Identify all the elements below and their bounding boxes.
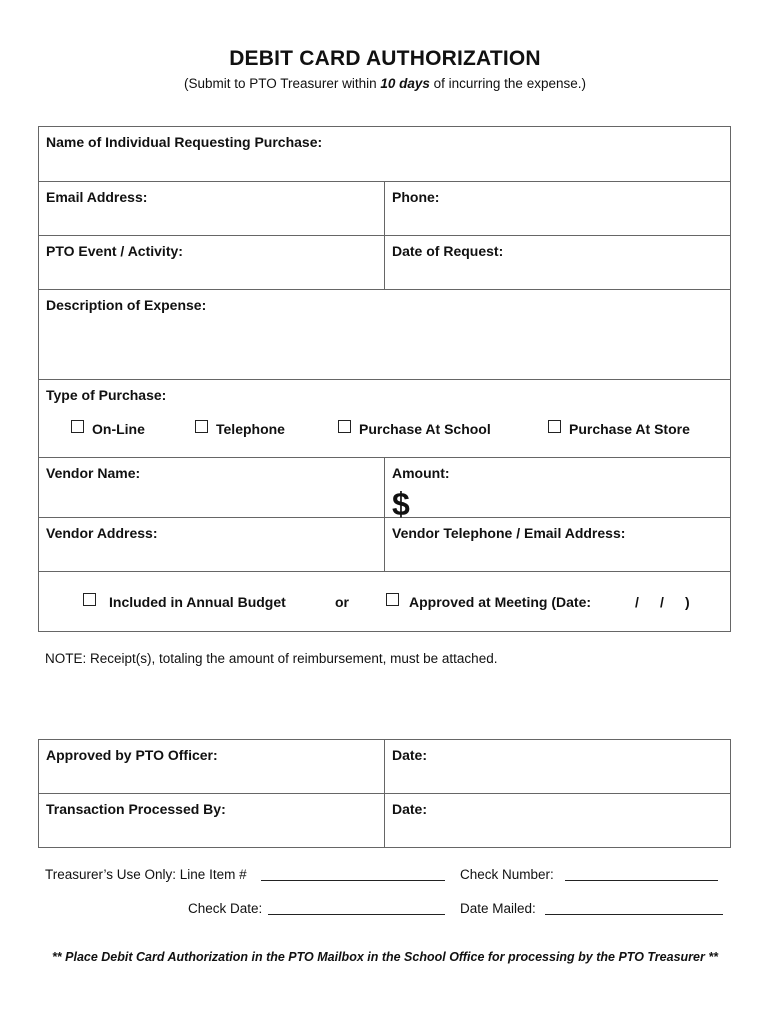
officer-date-label: Date:	[392, 747, 428, 763]
requester-name-label: Name of Individual Requesting Purchase:	[46, 134, 323, 150]
description-label: Description of Expense:	[46, 297, 207, 313]
approval-source-section	[39, 572, 730, 631]
email-label: Email Address:	[46, 189, 148, 205]
row-approval-source	[39, 572, 730, 631]
officer-date-field[interactable]	[385, 740, 730, 793]
budget-option[interactable]	[83, 594, 286, 610]
amount-field[interactable]	[385, 458, 730, 522]
processed-by-label: Transaction Processed By:	[46, 801, 226, 817]
vendor-address-field[interactable]	[39, 518, 385, 571]
check-date-blank[interactable]	[268, 914, 445, 915]
date-request-field[interactable]	[385, 236, 730, 289]
line-item-blank[interactable]	[261, 880, 445, 881]
meeting-option[interactable]	[386, 594, 591, 610]
online-option[interactable]	[71, 421, 145, 437]
budget-label: Included in Annual Budget	[109, 594, 286, 610]
row-transaction	[39, 794, 730, 847]
request-form	[38, 126, 731, 632]
budget-checkbox[interactable]	[83, 593, 96, 606]
school-checkbox[interactable]	[338, 420, 351, 433]
vendor-address-label: Vendor Address:	[46, 525, 158, 541]
vendor-name-field[interactable]	[39, 458, 385, 517]
date-mailed-label: Date Mailed:	[460, 901, 536, 916]
purchase-type-section	[39, 380, 730, 457]
email-field[interactable]	[39, 182, 385, 235]
row-event	[39, 236, 730, 290]
processed-date-field[interactable]	[385, 794, 730, 847]
school-label: Purchase At School	[359, 421, 491, 437]
purchase-type-label: Type of Purchase:	[46, 387, 167, 403]
row-requester-name	[39, 127, 730, 182]
submission-instructions: ** Place Debit Card Authorization in the PTO Mailbox in the School Office for processing by the PTO Treasurer **	[51, 950, 719, 964]
meeting-checkbox[interactable]	[386, 593, 399, 606]
treasurer-line-item-label: Treasurer’s Use Only: Line Item #	[45, 867, 247, 882]
event-field[interactable]	[39, 236, 385, 289]
row-officer-approval	[39, 740, 730, 794]
vendor-contact-label: Vendor Telephone / Email Address:	[392, 525, 626, 541]
officer-field[interactable]	[39, 740, 385, 793]
approval-form	[38, 739, 731, 848]
telephone-option[interactable]	[195, 421, 285, 437]
online-checkbox[interactable]	[71, 420, 84, 433]
event-label: PTO Event / Activity:	[46, 243, 183, 259]
vendor-name-label: Vendor Name:	[46, 465, 141, 481]
requester-name-field[interactable]	[39, 127, 730, 181]
school-option[interactable]	[338, 421, 491, 437]
row-contact	[39, 182, 730, 236]
receipt-note: NOTE: Receipt(s), totaling the amount of reimbursement, must be attached.	[45, 651, 498, 666]
subtitle-deadline: 10 days	[380, 76, 430, 91]
date-mailed-blank[interactable]	[545, 914, 723, 915]
check-number-blank[interactable]	[565, 880, 718, 881]
subtitle-text-end: of incurring the expense.)	[429, 76, 586, 91]
store-option[interactable]	[548, 421, 690, 437]
document-subtitle	[0, 76, 770, 91]
row-description	[39, 290, 730, 380]
store-label: Purchase At Store	[569, 421, 690, 437]
telephone-label: Telephone	[216, 421, 285, 437]
date-request-label: Date of Request:	[392, 243, 504, 259]
row-purchase-type	[39, 380, 730, 458]
subtitle-text-start: (Submit to PTO Treasurer within	[184, 76, 381, 91]
meeting-label: Approved at Meeting (Date:	[409, 594, 592, 610]
meeting-date-close: )	[685, 594, 690, 610]
vendor-contact-field[interactable]	[385, 518, 730, 571]
processed-date-label: Date:	[392, 801, 428, 817]
store-checkbox[interactable]	[548, 420, 561, 433]
check-number-label: Check Number:	[460, 867, 554, 882]
description-field[interactable]	[39, 290, 730, 379]
amount-label: Amount:	[392, 465, 450, 481]
document-title: DEBIT CARD AUTHORIZATION	[229, 47, 541, 70]
online-label: On-Line	[92, 421, 145, 437]
meeting-date-slash-2: /	[660, 594, 664, 610]
telephone-checkbox[interactable]	[195, 420, 208, 433]
check-date-label: Check Date:	[188, 901, 263, 916]
meeting-date-slash-1: /	[635, 594, 639, 610]
row-vendor-address	[39, 518, 730, 572]
row-vendor	[39, 458, 730, 522]
officer-label: Approved by PTO Officer:	[46, 747, 218, 763]
phone-field[interactable]	[385, 182, 730, 235]
phone-label: Phone:	[392, 189, 440, 205]
or-label: or	[335, 594, 349, 610]
dollar-sign: $	[392, 486, 410, 522]
processed-by-field[interactable]	[39, 794, 385, 847]
